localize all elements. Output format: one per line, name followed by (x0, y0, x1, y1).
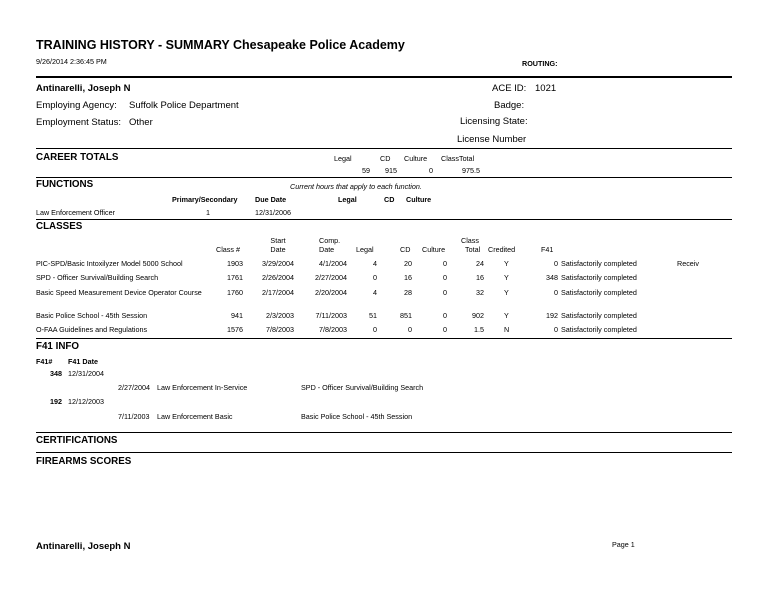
class-row-credited: Y (504, 259, 509, 268)
class-row-status: Satisfactorily completed (561, 259, 637, 268)
career-culture: 0 (429, 166, 433, 175)
functions-col-cd: CD (384, 195, 395, 204)
functions-heading: FUNCTIONS (36, 179, 94, 190)
class-row-name: O-FAA Guidelines and Regulations (36, 325, 148, 334)
header-divider (36, 76, 732, 78)
f41-entry-date: 12/12/2003 (68, 397, 104, 406)
career-divider (36, 177, 732, 178)
class-row-start: 3/29/2004 (262, 259, 294, 268)
classes-col-total-1: Class (461, 236, 479, 245)
f41-divider (36, 432, 732, 433)
license-number-label: License Number (457, 134, 527, 145)
classes-col-start-2: Date (270, 245, 286, 254)
class-row-status: Satisfactorily completed (561, 288, 637, 297)
f41-detail-date: 7/11/2003 (118, 412, 150, 421)
classes-col-legal: Legal (356, 245, 374, 254)
career-col-legal: Legal (334, 154, 352, 163)
career-col-cd: CD (380, 154, 391, 163)
class-row-legal: 0 (373, 325, 377, 334)
classes-heading: CLASSES (36, 221, 83, 232)
class-row-name: PIC-SPD/Basic Intoxilyzer Model 5000 School (36, 259, 183, 268)
functions-col-culture: Culture (406, 195, 432, 204)
class-row-cd: 28 (404, 288, 412, 297)
class-row-start: 2/26/2004 (262, 273, 294, 282)
function-row-due: 12/31/2006 (255, 208, 291, 217)
class-row-number: 1903 (227, 259, 243, 268)
person-divider (36, 148, 732, 149)
class-row-number: 1576 (227, 325, 243, 334)
class-row-number: 941 (231, 311, 243, 320)
function-row-primary: 1 (206, 208, 210, 217)
report-timestamp: 9/26/2014 2:36:45 PM (36, 57, 107, 66)
class-row-comp: 2/27/2004 (315, 273, 347, 282)
status-label: Employment Status: (36, 117, 122, 128)
class-row-legal: 4 (373, 259, 377, 268)
routing-label: ROUTING: (522, 59, 558, 68)
class-row-culture: 0 (443, 288, 447, 297)
firearms-heading: FIREARMS SCORES (36, 456, 132, 467)
class-row-comp: 2/20/2004 (315, 288, 347, 297)
footer-name: Antinarelli, Joseph N (36, 541, 131, 552)
class-row-status: Satisfactorily completed (561, 273, 637, 282)
f41-col-date: F41 Date (68, 357, 98, 366)
functions-col-primary: Primary/Secondary (172, 195, 238, 204)
f41-detail-class: Basic Police School - 45th Session (301, 412, 413, 421)
classes-divider (36, 338, 732, 339)
class-row-comp: 7/11/2003 (315, 311, 347, 320)
functions-col-legal: Legal (338, 195, 357, 204)
class-row-f41: 0 (554, 325, 558, 334)
functions-col-due: Due Date (255, 195, 287, 204)
function-row-name: Law Enforcement Officer (36, 208, 115, 217)
class-row-culture: 0 (443, 325, 447, 334)
class-row-status: Satisfactorily completed (561, 311, 637, 320)
badge-label: Badge: (494, 100, 525, 111)
f41-detail-class: SPD - Officer Survival/Building Search (301, 383, 424, 392)
agency-label: Employing Agency: (36, 100, 117, 111)
class-row-credited: N (504, 325, 510, 334)
class-row-name: SPD - Officer Survival/Building Search (36, 273, 159, 282)
class-row-f41: 348 (546, 273, 558, 282)
classes-col-start-1: Start (270, 236, 286, 245)
career-legal: 59 (362, 166, 370, 175)
agency-value: Suffolk Police Department (129, 100, 239, 111)
class-row-legal: 51 (369, 311, 377, 320)
class-row-credited: Y (504, 273, 509, 282)
certifications-heading: CERTIFICATIONS (36, 435, 118, 446)
report-title: TRAINING HISTORY - SUMMARY Chesapeake Police Academy (36, 38, 405, 52)
career-totals-heading: CAREER TOTALS (36, 152, 119, 163)
classes-col-total-2: Total (465, 245, 481, 254)
class-row-credited: Y (504, 288, 509, 297)
person-name: Antinarelli, Joseph N (36, 83, 131, 94)
class-row-status: Satisfactorily completed (561, 325, 637, 334)
status-value: Other (129, 117, 153, 128)
class-row-culture: 0 (443, 311, 447, 320)
class-row-cd: 16 (404, 273, 412, 282)
class-row-name: Basic Police School - 45th Session (36, 311, 148, 320)
class-row-total: 32 (476, 288, 484, 297)
classes-col-cd: CD (400, 245, 411, 254)
licensing-state-label: Licensing State: (460, 116, 528, 127)
footer-page-number: Page 1 (612, 540, 635, 549)
f41-detail-type: Law Enforcement In-Service (157, 383, 248, 392)
classes-col-comp-2: Date (319, 245, 335, 254)
ace-id-value: 1021 (535, 83, 557, 94)
f41-detail-date: 2/27/2004 (118, 383, 150, 392)
career-total: 975.5 (462, 166, 480, 175)
class-row-cd: 851 (400, 311, 412, 320)
class-row-legal: 0 (373, 273, 377, 282)
classes-col-comp-1: Comp. (319, 236, 341, 245)
functions-divider (36, 219, 732, 220)
class-row-start: 7/8/2003 (266, 325, 294, 334)
class-row-number: 1761 (227, 273, 243, 282)
class-row-cd: 0 (408, 325, 412, 334)
f41-detail-type: Law Enforcement Basic (157, 412, 233, 421)
class-row-total: 1.5 (474, 325, 484, 334)
class-row-cd: 20 (404, 259, 412, 268)
career-cd: 915 (385, 166, 397, 175)
class-row-legal: 4 (373, 288, 377, 297)
f41-heading: F41 INFO (36, 341, 80, 352)
class-row-start: 2/3/2003 (266, 311, 294, 320)
class-row-total: 16 (476, 273, 484, 282)
f41-col-number: F41# (36, 357, 53, 366)
class-row-f41: 192 (546, 311, 558, 320)
class-row-comp: 4/1/2004 (319, 259, 347, 268)
functions-note: Current hours that apply to each function. (290, 182, 422, 191)
certifications-divider (36, 452, 732, 453)
classes-col-f41: F41 (541, 245, 554, 254)
class-row-number: 1760 (227, 288, 243, 297)
classes-col-class: Class # (216, 245, 240, 254)
class-row-start: 2/17/2004 (262, 288, 294, 297)
class-row-f41: 0 (554, 259, 558, 268)
f41-entry-number: 348 (50, 369, 62, 378)
class-row-credited: Y (504, 311, 509, 320)
class-row-extra: Receiv (677, 259, 699, 268)
class-row-total: 24 (476, 259, 484, 268)
f41-entry-date: 12/31/2004 (68, 369, 104, 378)
class-row-name: Basic Speed Measurement Device Operator Course (36, 288, 202, 297)
class-row-total: 902 (472, 311, 484, 320)
class-row-culture: 0 (443, 273, 447, 282)
ace-id-label: ACE ID: (492, 83, 527, 94)
career-col-culture: Culture (404, 154, 428, 163)
career-col-total: ClassTotal (441, 154, 475, 163)
classes-col-culture: Culture (422, 245, 446, 254)
classes-col-credited: Credited (488, 245, 516, 254)
f41-entry-number: 192 (50, 397, 62, 406)
class-row-culture: 0 (443, 259, 447, 268)
class-row-f41: 0 (554, 288, 558, 297)
class-row-comp: 7/8/2003 (319, 325, 347, 334)
